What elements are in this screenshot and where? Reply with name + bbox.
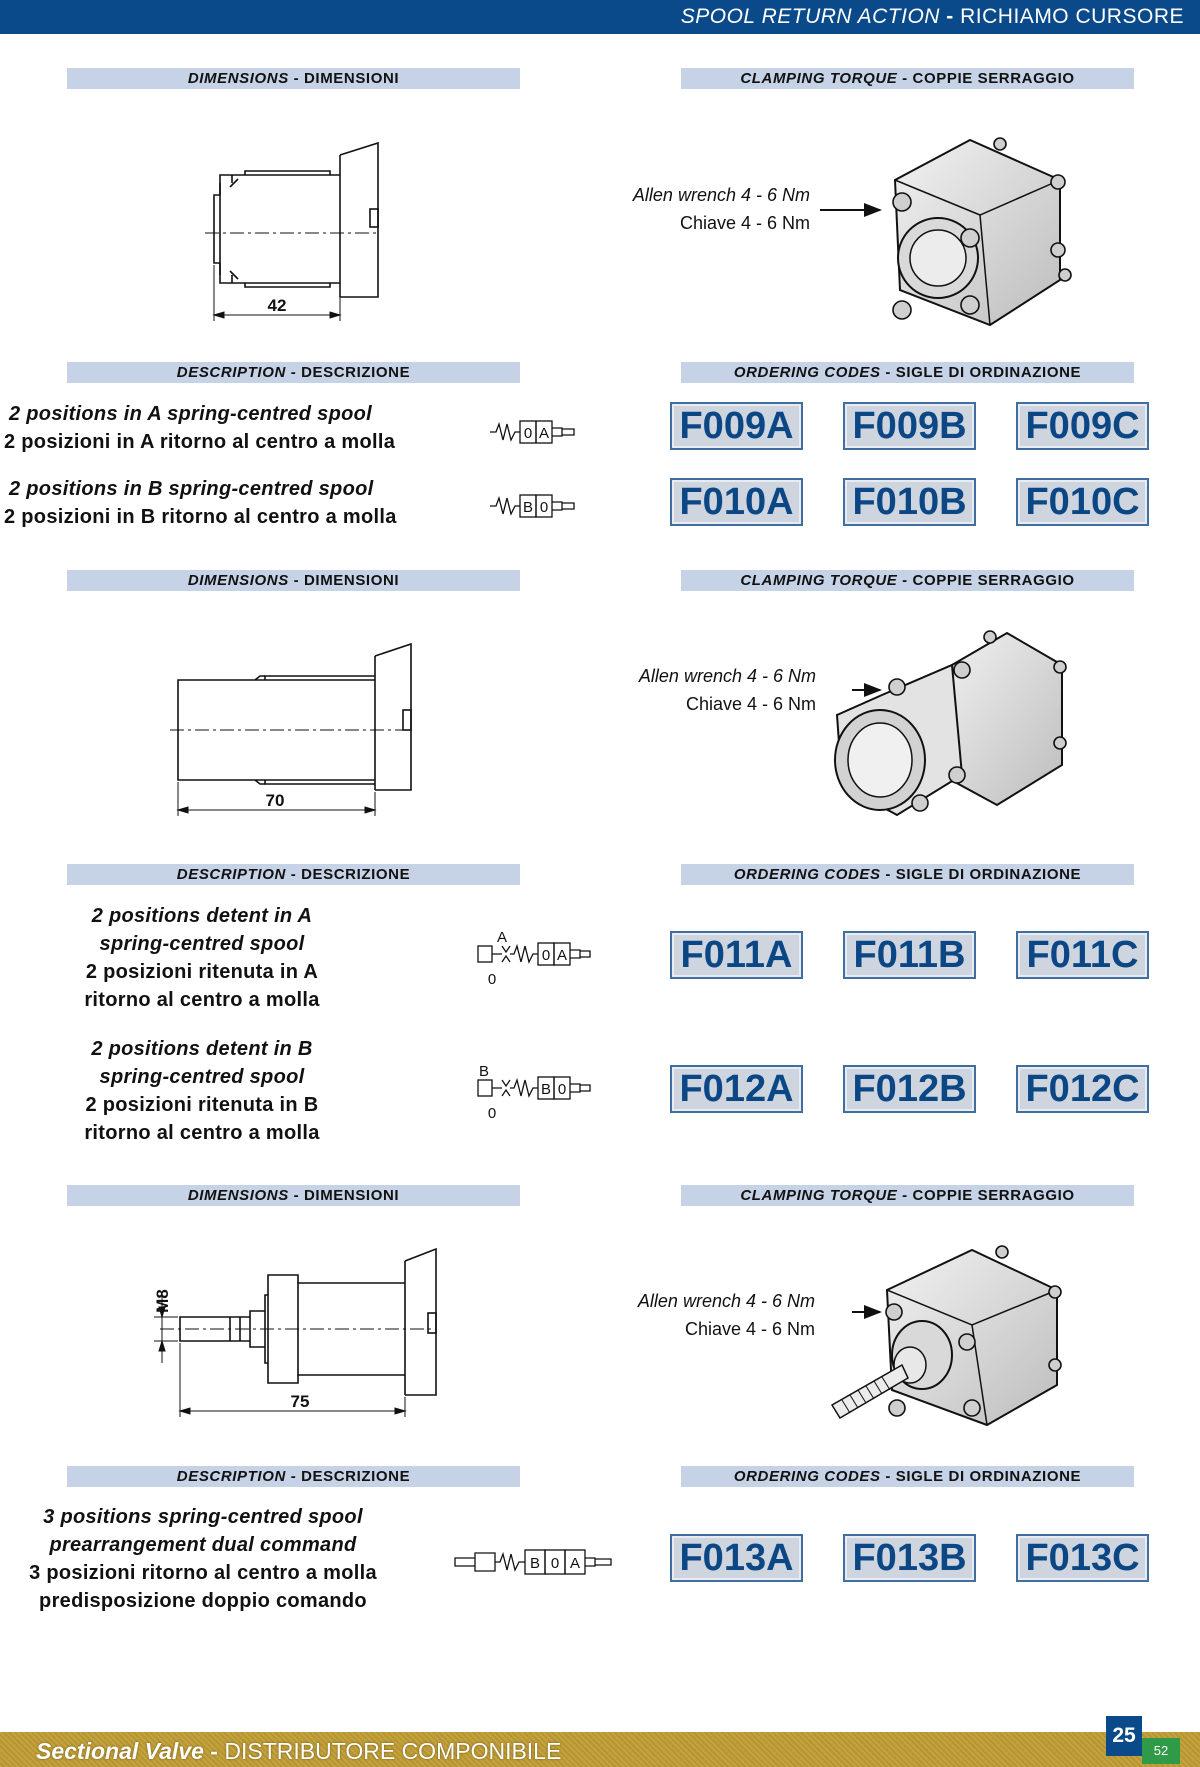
description-row [62,1035,342,1147]
symbol-label: 0 [487,1105,497,1122]
symbol-position: A [556,947,568,964]
description-header [67,1466,520,1487]
description-it: ritorno al centro a molla [84,1122,320,1144]
torque-label-it: COPPIE SERRAGGIO [912,572,1075,589]
clamping-torque-header [681,68,1134,89]
symbol-position: 0 [557,1081,567,1098]
description-en: 2 positions in A spring-centred spool [9,403,372,425]
page-title-dash: - [946,5,954,28]
dimension-value: 42 [267,296,287,315]
description-row [4,475,397,531]
ordering-code: F009C [1016,402,1149,450]
ordering-codes-header [681,362,1134,383]
description-label-it: DESCRIZIONE [301,866,411,883]
ordering-code: F010C [1016,478,1149,526]
page-title-it: RICHIAMO CURSORE [960,5,1184,28]
ordering-code: F012A [670,1065,803,1113]
ordering-code: F011C [1016,931,1149,979]
footer-title-dash: - [210,1738,218,1764]
ordering-label-en: ORDERING CODES [733,1468,881,1485]
symbol-position: B [529,1555,541,1572]
torque-label-en: CLAMPING TORQUE [740,1187,898,1204]
actuator-illustration-2 [822,625,1082,835]
torque-text-en: Allen wrench 4 - 6 Nm [638,666,816,686]
torque-note-3 [638,1287,815,1343]
symbol-label: 0 [487,971,497,988]
torque-text-en: Allen wrench 4 - 6 Nm [637,1291,815,1311]
symbol-label: A [496,929,508,946]
valve-symbol-detent [476,928,592,990]
torque-label-it: COPPIE SERRAGGIO [912,70,1075,87]
ordering-label-it: SIGLE DI ORDINAZIONE [895,866,1082,883]
torque-note-1 [633,181,810,237]
ordering-code: F012B [843,1065,976,1113]
band-dash: - [293,70,300,87]
footer-bar [0,1732,1200,1767]
dimensions-label-en: DIMENSIONS [187,572,289,589]
symbol-position: 0 [541,947,551,964]
symbol-position: 0 [539,499,549,516]
dimension-value: 70 [265,791,285,810]
ordering-code: F011B [843,931,976,979]
page-title-en: SPOOL RETURN ACTION [680,5,940,28]
description-en: spring-centred spool [99,1066,305,1088]
torque-text-it: Chiave 4 - 6 Nm [679,213,810,233]
header-bar [0,0,1200,34]
footer-title-en: Sectional Valve [36,1738,204,1764]
torque-text-it: Chiave 4 - 6 Nm [685,694,816,714]
footer-title-it: DISTRIBUTORE COMPONIBILE [224,1738,562,1764]
description-header [67,864,520,885]
band-dash: - [290,866,297,883]
dimensions-label-it: DIMENSIONI [304,70,400,87]
band-dash: - [902,1187,908,1204]
description-label-en: DESCRIPTION [176,866,286,883]
actuator-illustration-3 [822,1240,1082,1435]
torque-label-it: COPPIE SERRAGGIO [912,1187,1075,1204]
ordering-codes-header [681,864,1134,885]
description-it: predisposizione doppio comando [39,1590,367,1612]
symbol-position: A [569,1555,581,1572]
dimension-drawing-2 [170,640,430,820]
ordering-label-en: ORDERING CODES [733,364,881,381]
description-it: 2 posizioni in A ritorno al centro a molla [4,431,396,453]
description-en: 2 positions detent in A [91,905,313,927]
torque-label-en: CLAMPING TORQUE [740,572,898,589]
ordering-code: F009A [670,402,803,450]
page-title [681,5,1184,29]
ordering-code: F009B [843,402,976,450]
description-en: prearrangement dual command [49,1534,357,1556]
dimensions-header [67,1185,520,1206]
footer-title [36,1738,561,1765]
thread-label: M8 [153,1289,172,1313]
dimensions-label-en: DIMENSIONS [187,1187,289,1204]
description-en: 2 positions in B spring-centred spool [9,478,374,500]
description-row [8,1503,398,1615]
ordering-label-it: SIGLE DI ORDINAZIONE [895,1468,1082,1485]
band-dash: - [290,1468,297,1485]
description-it: 2 posizioni ritenuta in A [85,961,319,983]
actuator-illustration-1 [820,130,1090,335]
dimensions-header [67,570,520,591]
band-dash: - [902,572,908,589]
valve-symbol [490,492,580,520]
dimension-drawing-1 [200,135,400,325]
band-dash: - [902,70,908,87]
band-dash: - [885,1468,891,1485]
description-header [67,362,520,383]
symbol-position: B [522,499,534,516]
description-label-it: DESCRIZIONE [301,364,411,381]
dimensions-label-en: DIMENSIONS [187,70,289,87]
symbol-position: 0 [550,1555,560,1572]
clamping-torque-header [681,570,1134,591]
dimension-value: 75 [290,1392,310,1411]
ordering-code: F010B [843,478,976,526]
ordering-code: F013B [843,1534,976,1582]
band-dash: - [885,866,891,883]
band-dash: - [885,364,891,381]
ordering-code: F011A [670,931,803,979]
dimensions-header [67,68,520,89]
ordering-code: F012C [1016,1065,1149,1113]
dimensions-label-it: DIMENSIONI [304,1187,400,1204]
valve-symbol-detent [476,1062,592,1124]
description-label-en: DESCRIPTION [176,364,286,381]
dimension-drawing-3 [150,1245,450,1420]
ordering-code: F010A [670,478,803,526]
symbol-position: 0 [523,425,533,442]
description-en: 2 positions detent in B [91,1038,313,1060]
description-row [62,902,342,1014]
band-dash: - [293,572,300,589]
description-it: 3 posizioni ritorno al centro a molla [29,1562,377,1584]
description-it: ritorno al centro a molla [84,989,320,1011]
symbol-position: B [540,1081,552,1098]
page-number: 25 [1106,1716,1142,1756]
symbol-label: B [478,1063,490,1080]
symbol-position: A [538,425,550,442]
clamping-torque-header [681,1185,1134,1206]
subpage-number: 52 [1142,1738,1180,1764]
torque-label-en: CLAMPING TORQUE [740,70,898,87]
ordering-label-en: ORDERING CODES [733,866,881,883]
description-it: 2 posizioni ritenuta in B [85,1094,319,1116]
dimensions-label-it: DIMENSIONI [304,572,400,589]
band-dash: - [293,1187,300,1204]
ordering-label-it: SIGLE DI ORDINAZIONE [895,364,1082,381]
ordering-codes-header [681,1466,1134,1487]
ordering-code: F013C [1016,1534,1149,1582]
description-en: spring-centred spool [99,933,305,955]
torque-text-en: Allen wrench 4 - 6 Nm [632,185,810,205]
torque-text-it: Chiave 4 - 6 Nm [684,1319,815,1339]
description-en: 3 positions spring-centred spool [43,1506,363,1528]
description-row [4,400,395,456]
description-label-it: DESCRIZIONE [301,1468,411,1485]
description-label-en: DESCRIPTION [176,1468,286,1485]
ordering-code: F013A [670,1534,803,1582]
description-it: 2 posizioni in B ritorno al centro a molla [4,506,397,528]
band-dash: - [290,364,297,381]
valve-symbol-3pos [453,1545,615,1579]
torque-note-2 [639,662,816,718]
valve-symbol [490,418,580,446]
